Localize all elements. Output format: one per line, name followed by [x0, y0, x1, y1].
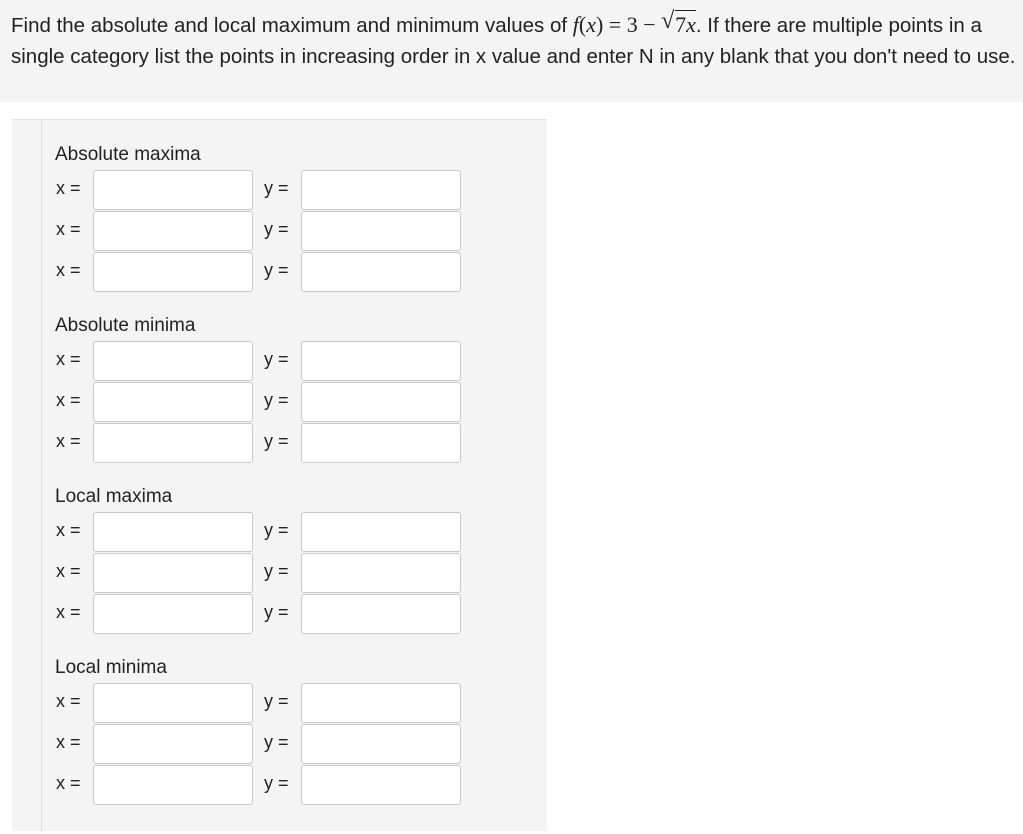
y-input[interactable] — [301, 341, 461, 381]
section-title: Absolute maxima — [55, 144, 201, 165]
y-label: y = — [264, 390, 289, 410]
answer-row — [12, 683, 547, 723]
answer-row — [12, 423, 547, 463]
function-formula: f(x) = 3 − √ 7x — [573, 12, 696, 37]
x-label: x = — [56, 773, 81, 793]
x-label: x = — [56, 691, 81, 711]
y-label: y = — [264, 773, 289, 793]
x-label: x = — [56, 178, 81, 198]
y-input[interactable] — [301, 594, 461, 634]
y-label: y = — [264, 561, 289, 581]
x-input[interactable] — [93, 170, 253, 210]
answer-row — [12, 252, 547, 292]
x-label: x = — [56, 260, 81, 280]
answer-row — [12, 553, 547, 593]
y-input[interactable] — [301, 683, 461, 723]
y-label: y = — [264, 178, 289, 198]
x-input[interactable] — [93, 553, 253, 593]
answer-row — [12, 765, 547, 805]
section-title: Absolute minima — [55, 315, 196, 336]
x-label: x = — [56, 390, 81, 410]
answer-row — [12, 512, 547, 552]
square-root: √ 7x — [661, 8, 696, 37]
prompt-text-before: Find the absolute and local maximum and minimum values of — [11, 14, 573, 37]
x-label: x = — [56, 349, 81, 369]
answer-row — [12, 724, 547, 764]
y-label: y = — [264, 732, 289, 752]
x-input[interactable] — [93, 382, 253, 422]
x-label: x = — [56, 602, 81, 622]
x-input[interactable] — [93, 252, 253, 292]
y-input[interactable] — [301, 423, 461, 463]
x-input[interactable] — [93, 341, 253, 381]
answer-row — [12, 211, 547, 251]
y-input[interactable] — [301, 553, 461, 593]
x-label: x = — [56, 219, 81, 239]
x-label: x = — [56, 561, 81, 581]
x-input[interactable] — [93, 765, 253, 805]
y-input[interactable] — [301, 512, 461, 552]
y-input[interactable] — [301, 252, 461, 292]
y-label: y = — [264, 431, 289, 451]
x-input[interactable] — [93, 211, 253, 251]
y-label: y = — [264, 520, 289, 540]
answer-panel — [12, 119, 547, 831]
answer-row — [12, 341, 547, 381]
x-label: x = — [56, 520, 81, 540]
answer-row — [12, 594, 547, 634]
y-input[interactable] — [301, 382, 461, 422]
radical-sign-icon: √ — [661, 8, 675, 34]
x-input[interactable] — [93, 512, 253, 552]
y-label: y = — [264, 219, 289, 239]
answer-row — [12, 170, 547, 210]
x-label: x = — [56, 732, 81, 752]
x-input[interactable] — [93, 423, 253, 463]
x-input[interactable] — [93, 724, 253, 764]
x-input[interactable] — [93, 594, 253, 634]
y-label: y = — [264, 691, 289, 711]
y-input[interactable] — [301, 211, 461, 251]
x-input[interactable] — [93, 683, 253, 723]
y-label: y = — [264, 349, 289, 369]
answer-row — [12, 382, 547, 422]
question-prompt — [0, 0, 1023, 102]
y-label: y = — [264, 260, 289, 280]
section-title: Local minima — [55, 657, 167, 678]
x-label: x = — [56, 431, 81, 451]
section-title: Local maxima — [55, 486, 173, 507]
y-input[interactable] — [301, 724, 461, 764]
y-label: y = — [264, 602, 289, 622]
y-input[interactable] — [301, 765, 461, 805]
y-input[interactable] — [301, 170, 461, 210]
prompt-text-after: . If there are multiple points in a single category list the points in increasing order in x value and enter N in any blank that you don't need to use. — [11, 14, 1016, 68]
